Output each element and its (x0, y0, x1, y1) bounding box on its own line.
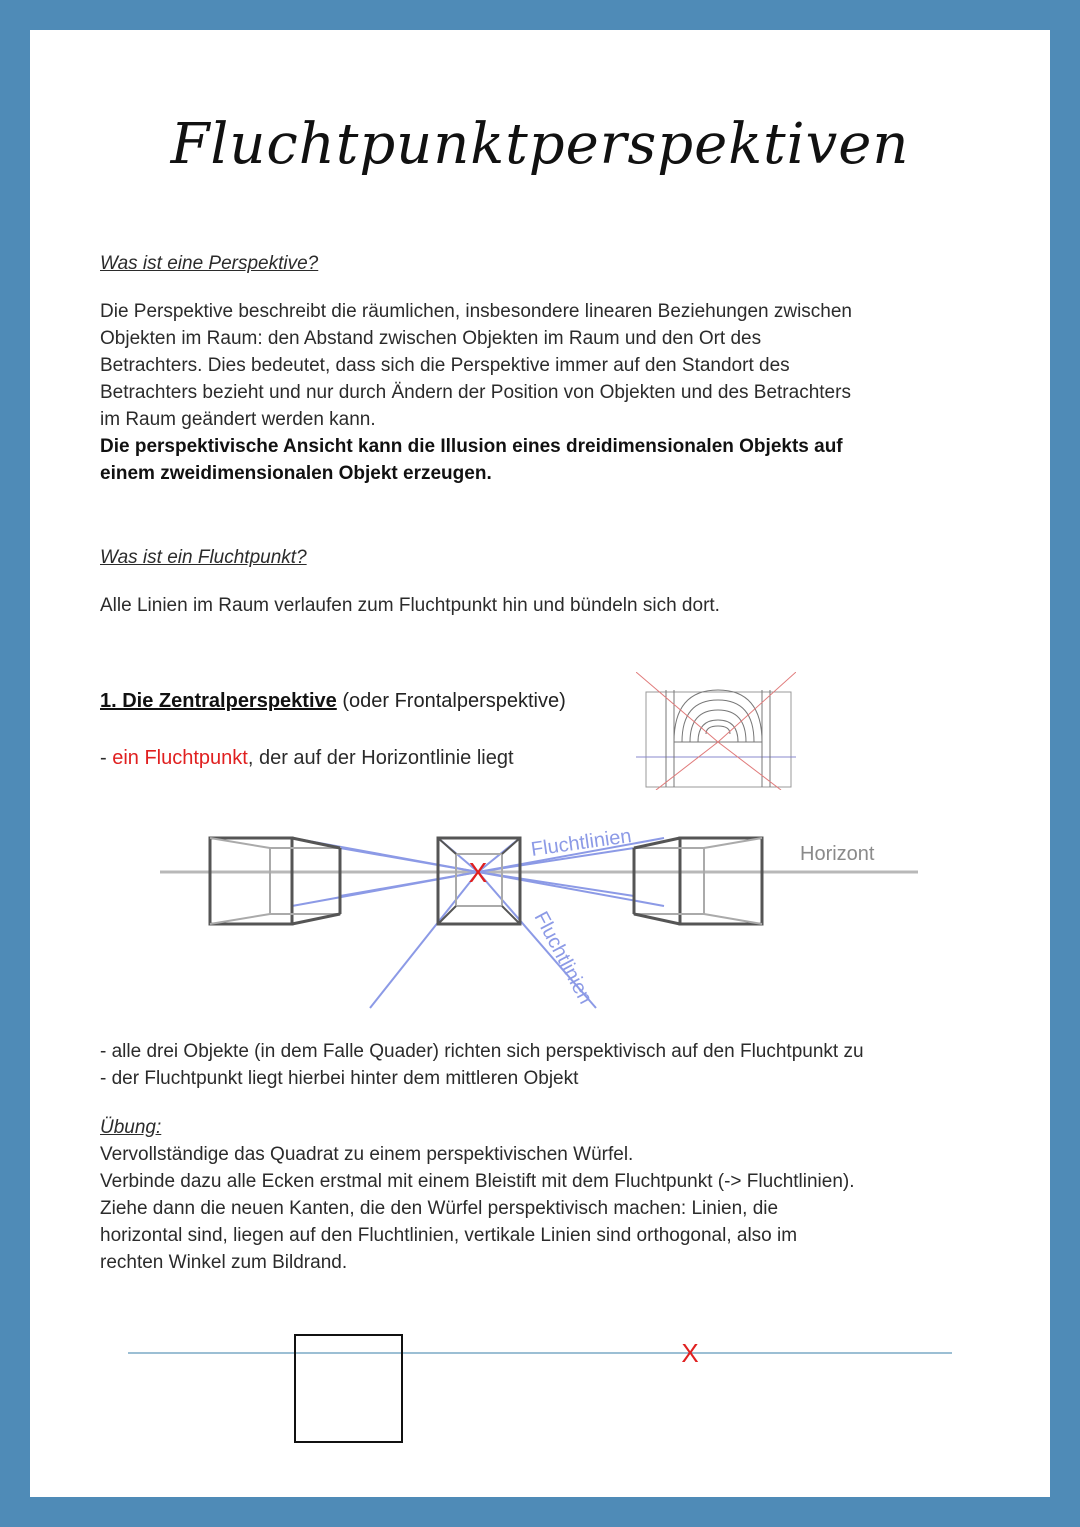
right-cuboid (634, 838, 762, 924)
exercise-heading: Übung: (100, 1117, 162, 1138)
note-line: - alle drei Objekte (in dem Falle Quader) richten sich perspektivisch auf den Fluchtpunkt zu (100, 1041, 864, 1062)
paragraph-line: Die Perspektive beschreibt die räumlichen, insbesondere linearen Beziehungen zwischen (100, 301, 852, 322)
vanishing-point-definition: Alle Linien im Raum verlaufen zum Fluchtpunkt hin und bündeln sich dort. (100, 595, 720, 616)
paragraph-line: Objekten im Raum: den Abstand zwischen Objekten im Raum und den Ort des (100, 328, 762, 349)
bullet-rest: , der auf der Horizontlinie liegt (247, 747, 514, 769)
bullet-red: ein Fluchtpunkt (112, 747, 248, 769)
question-vanishing-point: Was ist ein Fluchtpunkt? (100, 547, 307, 568)
exercise-line: Ziehe dann die neuen Kanten, die den Würfel perspektivisch machen: Linien, die (100, 1198, 779, 1219)
heading-suffix: (oder Frontalperspektive) (336, 690, 566, 712)
paragraph-line: Betrachters bezieht und nur durch Ändern der Position von Objekten und des Betrachters (100, 382, 851, 403)
question-perspective: Was ist eine Perspektive? (100, 253, 319, 274)
arch-sketch-image (636, 672, 796, 790)
note-line: - der Fluchtpunkt liegt hierbei hinter dem mittleren Objekt (100, 1068, 579, 1089)
paragraph-perspective (100, 298, 852, 487)
central-perspective-heading (100, 690, 566, 713)
bullet-prefix: - (100, 747, 113, 769)
exercise-vanishing-point: X (681, 1338, 699, 1368)
label-fluchtlinien-bottom: Fluchtlinien (529, 908, 597, 1008)
exercise-line: rechten Winkel zum Bildrand. (100, 1252, 348, 1273)
label-horizont: Horizont (800, 843, 875, 865)
bold-line: einem zweidimensionalen Objekt erzeugen. (100, 463, 492, 484)
paragraph-line: im Raum geändert werden kann. (100, 409, 376, 430)
left-cuboid (210, 838, 340, 924)
page-title: Fluchtpunktperspektiven (170, 112, 910, 177)
diagram-notes (100, 1038, 864, 1092)
exercise-line: horizontal sind, liegen auf den Fluchtlinien, vertikale Linien sind orthogonal, also im (100, 1225, 798, 1246)
exercise-drawing (120, 1325, 960, 1450)
exercise-line: Verbinde dazu alle Ecken erstmal mit einem Bleistift mit dem Fluchtpunkt (-> Fluchtlinien). (100, 1171, 855, 1192)
exercise-line: Vervollständige das Quadrat zu einem perspektivischen Würfel. (100, 1144, 634, 1165)
exercise-block (100, 1114, 855, 1276)
perspective-diagram (150, 820, 930, 1015)
bold-line: Die perspektivische Ansicht kann die Illusion eines dreidimensionalen Objekts auf (100, 436, 843, 457)
heading-bold: 1. Die Zentralperspektive (100, 690, 337, 712)
label-fluchtlinien-top: Fluchtlinien (529, 825, 633, 861)
exercise-square (295, 1335, 402, 1442)
vanishing-point-mark: X (468, 857, 488, 888)
paragraph-line: Betrachters. Dies bedeutet, dass sich die Perspektive immer auf den Standort des (100, 355, 790, 376)
central-bullet (100, 745, 514, 772)
